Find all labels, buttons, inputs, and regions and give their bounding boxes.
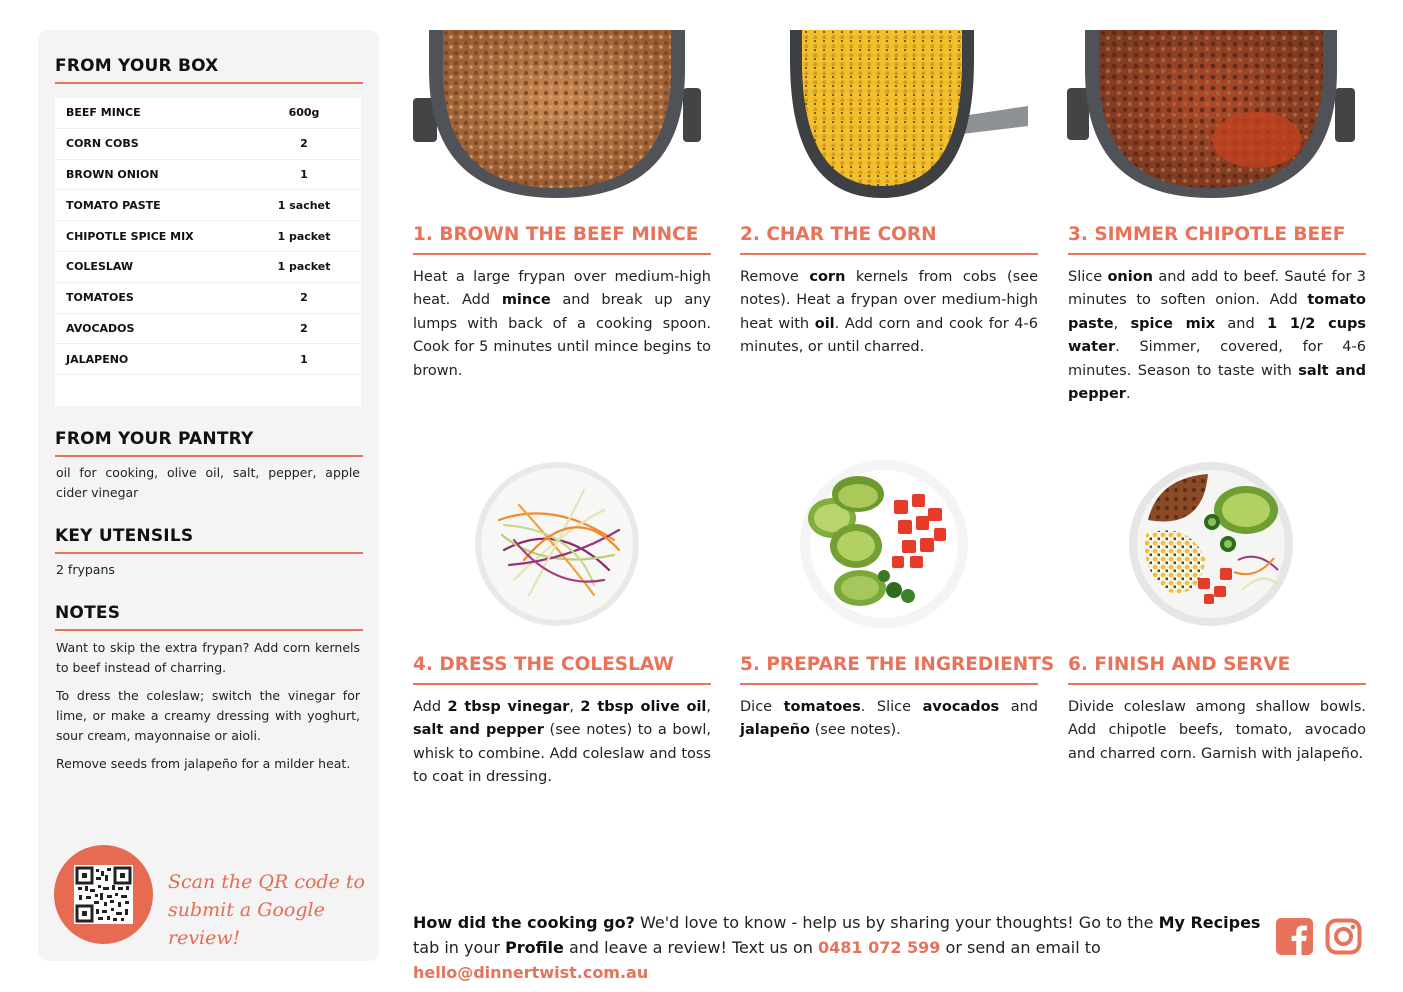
step-4-title: 4. DRESS THE COLESLAW: [413, 654, 674, 675]
pantry-title-rule: [55, 455, 363, 457]
step-1-title: 1. BROWN THE BEEF MINCE: [413, 224, 699, 245]
ingredient-qty: 1 packet: [277, 229, 331, 243]
ingredient-name: JALAPENO: [66, 352, 129, 366]
ingredient-name: BROWN ONION: [66, 167, 159, 181]
ingredient-row: [55, 98, 361, 129]
step-4-text: [413, 696, 711, 790]
ingredient-row: [55, 252, 361, 283]
step-6-text: [1068, 696, 1366, 766]
ingredient-qty: 2: [300, 321, 308, 335]
step-6-rule: [1068, 683, 1366, 685]
ingredient-row: [55, 190, 361, 221]
step-3-rule: [1068, 253, 1366, 255]
step-text-bold: spice mix: [1130, 315, 1216, 332]
ingredient-name: CORN COBS: [66, 137, 139, 151]
email-link[interactable]: hello@dinnertwist.com.au: [413, 963, 649, 982]
step-text: and: [999, 699, 1039, 715]
step-text: . Slice: [860, 699, 923, 715]
notes-item: Remove seeds from jalapeño for a milder heat.: [56, 756, 351, 771]
notes-title-rule: [55, 629, 363, 631]
step-5-photo: [798, 460, 970, 628]
ingredient-qty: 600g: [288, 106, 320, 120]
step-4-photo: [474, 460, 640, 628]
footer-question: How did the cooking go?: [413, 913, 635, 932]
qr-badge[interactable]: [54, 845, 153, 944]
step-text: . Add corn and cook for 4-6 minutes, or until charred.: [740, 315, 1038, 356]
notes-item: To dress the coleslaw; switch the vinegar for lime, or make a creamy dressing with yoghurt, sour cream, mayonnaise or aioli.: [56, 688, 360, 743]
step-2-title: 2. CHAR THE CORN: [740, 224, 937, 245]
box-title: FROM YOUR BOX: [55, 56, 219, 76]
ingredient-name: AVOCADOS: [66, 321, 135, 335]
ingredient-row: [55, 314, 361, 345]
qr-caption: [168, 868, 368, 952]
pantry-title: FROM YOUR PANTRY: [55, 429, 254, 449]
step-text: Add: [413, 699, 448, 715]
step-3-title: 3. SIMMER CHIPOTLE BEEF: [1068, 224, 1346, 245]
pantry-text: oil for cooking, olive oil, salt, pepper, apple cider vinegar: [56, 465, 360, 500]
ingredient-name: TOMATO PASTE: [66, 198, 161, 212]
qr-caption-line: Scan the QR code to: [168, 871, 365, 893]
step-text: kernels from cobs (see notes). Heat a frypan over medium-high heat with: [740, 269, 1039, 332]
box-title-rule: [55, 82, 363, 84]
step-text: ,: [569, 699, 581, 715]
ingredient-row: [55, 344, 361, 375]
qr-code-icon[interactable]: [74, 865, 133, 924]
step-text: Remove: [740, 269, 810, 285]
step-text: Slice: [1068, 269, 1108, 285]
instagram-icon[interactable]: [1325, 918, 1362, 955]
feedback-footer: [413, 910, 1263, 985]
step-text-bold: 2 tbsp olive oil: [580, 699, 707, 715]
step-5-title: 5. PREPARE THE INGREDIENTS: [740, 654, 1055, 675]
ingredient-row: [55, 129, 361, 160]
ingredient-qty: 1: [300, 167, 308, 181]
step-2-photo: [790, 30, 1030, 198]
step-text: and break up any lumps with back of a cooking spoon. Cook for 5 minutes until mince begins to brown.: [413, 292, 711, 379]
step-text-bold: corn: [809, 269, 846, 285]
step-6-title: 6. FINISH AND SERVE: [1068, 654, 1291, 675]
step-text-bold: tomatoes: [783, 699, 861, 715]
ingredient-name: BEEF MINCE: [66, 106, 141, 120]
step-text-bold: tomato paste: [1068, 292, 1366, 332]
step-1-text: [413, 266, 711, 383]
ingredient-qty: 2: [300, 291, 308, 305]
step-text: Heat a large frypan over medium-high heat. Add: [413, 269, 711, 309]
step-text-bold: salt and pepper: [1068, 362, 1367, 403]
utensils-title: KEY UTENSILS: [55, 526, 194, 546]
sidebar: [38, 30, 379, 961]
step-text-bold: 1 1/2 cups water: [1068, 315, 1367, 356]
notes-item: Want to skip the extra frypan? Add corn kernels to beef instead of charring.: [56, 640, 360, 675]
step-text-bold: onion: [1107, 269, 1154, 285]
ingredient-row: [55, 221, 361, 252]
step-1-photo: [413, 30, 701, 198]
notes-title: NOTES: [55, 603, 121, 623]
step-text-bold: oil: [814, 315, 835, 332]
ingredient-name: TOMATOES: [66, 291, 134, 305]
footer-text: or send an email to: [940, 938, 1101, 957]
ingredient-qty: 1 packet: [277, 260, 331, 274]
step-2-text: [740, 266, 1038, 360]
phone-link[interactable]: 0481 072 599: [817, 938, 941, 957]
ingredient-name: COLESLAW: [66, 260, 134, 274]
utensils-text: 2 frypans: [56, 562, 115, 577]
step-text: ,: [1113, 315, 1131, 332]
step-text-bold: 2 tbsp vinegar: [447, 699, 570, 715]
my-recipes-link[interactable]: My Recipes: [1158, 913, 1261, 932]
step-text: Divide coleslaw among shallow bowls. Add chipotle beefs, tomato, avocado and charred corn. Garnish with jalapeño.: [1068, 699, 1366, 762]
step-text-bold: salt and pepper: [413, 722, 544, 739]
ingredient-row: [55, 283, 361, 314]
step-text: (see notes) to a bowl, whisk to combine. Add coleslaw and toss to coat in dressing.: [413, 722, 711, 786]
ingredient-qty: 2: [300, 137, 308, 151]
ingredient-qty: 1: [300, 352, 308, 366]
step-text-bold: jalapeño: [740, 722, 811, 739]
utensils-title-rule: [55, 552, 363, 554]
step-5-rule: [740, 683, 1038, 685]
step-text-bold: avocados: [922, 699, 1000, 715]
step-6-photo: [1128, 460, 1294, 628]
ingredients-table: [55, 98, 361, 406]
ingredient-name: CHIPOTLE SPICE MIX: [66, 229, 194, 243]
step-text: . Simmer, covered, for 4-6 minutes. Season to taste with: [1068, 339, 1366, 379]
ingredient-qty: 1 sachet: [277, 198, 331, 212]
step-text: .: [1125, 386, 1131, 403]
qr-caption-line: submit a Google review!: [168, 899, 325, 949]
step-3-text: [1068, 266, 1366, 406]
step-text: and add to beef. Sauté for 3 minutes to soften onion. Add: [1068, 269, 1367, 309]
step-text: (see notes).: [810, 722, 901, 739]
facebook-icon[interactable]: [1276, 918, 1313, 955]
step-text-bold: mince: [501, 292, 551, 309]
profile-link[interactable]: Profile: [505, 938, 564, 957]
step-text: Dice: [740, 699, 784, 715]
step-4-rule: [413, 683, 711, 685]
footer-text: and leave a review! Text us on: [563, 938, 818, 957]
footer-text: tab in your: [413, 938, 506, 957]
step-5-text: [740, 696, 1038, 743]
step-1-rule: [413, 253, 711, 255]
step-text: ,: [706, 699, 711, 715]
step-3-photo: [1067, 30, 1355, 198]
step-2-rule: [740, 253, 1038, 255]
ingredient-row: [55, 160, 361, 191]
step-text: and: [1215, 315, 1268, 332]
footer-text: We'd love to know - help us by sharing your thoughts! Go to the: [634, 913, 1159, 932]
